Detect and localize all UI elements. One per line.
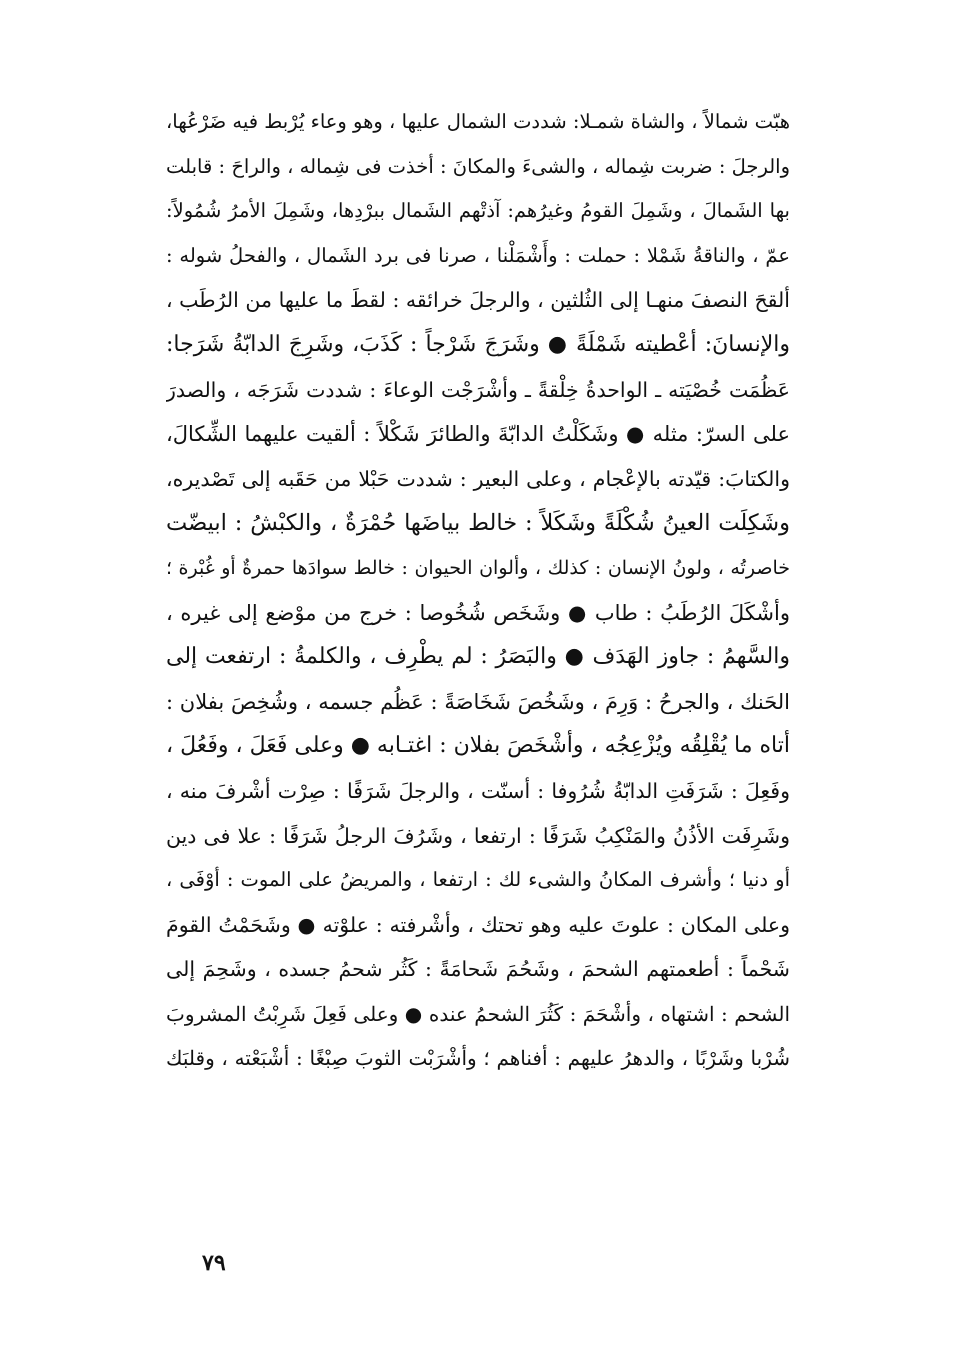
text-line: وأشْكَلَ الرُطَبُ : طاب ● وشَخَص شُخُوصا : خرج من موْضع إلى غيره ، bbox=[166, 600, 790, 625]
text-line: على السرّ: مثله ● وشَكَلْتُ الدابّةَ والطائرَ شَكْلاً : ألقيت عليهما الشِّكالَ، bbox=[166, 422, 790, 447]
body-text bbox=[166, 100, 790, 1081]
text-line: والرجلَ : ضربت شِماله ، والشىءَ والمكانَ : أخذت فى شِماله ، والراحَ : قابلت bbox=[166, 154, 790, 178]
text-line: أتاه ما يُقْلِقُه ويُزْعِجُه ، وأشْخَصَ بفلان : اغتـابه ● وعلى فَعَلَ ، وفَعُلَ ، bbox=[166, 733, 790, 759]
text-line: خاصرتُه ، ولونُ الإنسان : كذلك ، وألوان الحيوان : خالط سوادَها حمرةٌ أو غُبْرة ؛ bbox=[166, 556, 790, 579]
text-line: شُرْبا وشَرْبًا ، والدهرُ عليهم : أفناهم ؛ وأشْرَبْت الثوبَ صِبْغًا : أشْبَعْته ، وقلبَك bbox=[166, 1046, 790, 1071]
text-line: والسَّهمُ : جاوز الهَدَف ● والبَصَرُ : لم يطْرِف ، والكلمةُ : ارتفعت إلى bbox=[166, 644, 790, 670]
text-line: هبّت شمالاً ، والشاة شمـلا: شددت الشمال عليها ، وهو وعاء يُرْبط فيه ضَرْعُها، bbox=[166, 110, 790, 133]
text-line: وشَكِلَت العينُ شُكْلَةً وشَكَلاً : خالط بياضَها حُمْرَةٌ ، والكبْشُ : ابيضّت bbox=[166, 510, 790, 537]
text-line: والإنسانَ: أعْطيته شَمْلَةً ● وشَرَجَ شَرْجاً : كَذَبَ، وشَرِجَ الدابّةُ شَرَجا: bbox=[166, 331, 790, 357]
text-line: ألقحَ النصفَ منهـا إلى الثُلثين ، والرجلَ خرائقه : لقطَ ما عليها من الرُطَب ، bbox=[166, 288, 790, 313]
text-line: وفَعِلَ : شَرَفَتِ الدابّةُ شُرُوفا : أسنّت ، والرجلَ شَرَفًا : صِرْت أشْرفَ منه ، bbox=[166, 778, 790, 803]
text-line: بها الشَمالَ ، وشَمِلَ القومُ وغيرُهم: آذتْهم الشَمال ببرْدِها، وشَمِلَ الأمرُ شُمُولاً: bbox=[166, 199, 790, 223]
text-line: أو دنيا ؛ وأشرف المكانُ والشىء لك : ارتفعا ، والمريضُ على الموت : أوْفَى ، bbox=[166, 868, 790, 892]
text-line: وعلى المكان : علوتَ عليه وهو تحتك ، وأشْرفته : علوْته ● وشَحَمْتُ القومَ bbox=[166, 912, 790, 937]
text-line: والكتابَ: قيّدته بالإعْجام ، وعلى البعير : شددت حَبْلا من حَقَبه إلى تَصْديره، bbox=[166, 466, 790, 491]
text-line: شَحْماً : أطعمتهم الشحمَ ، وشَحُمَ شَحامَةً : كَثُر شحمُ جسده ، وشَحِمَ إلى bbox=[166, 957, 790, 982]
text-line: الحَنك ، والجرحُ : وَرِمَ ، وشَخُصَ شَخَاصَةً : عَظُم جسمه ، وشُخِصَ بفلان : bbox=[166, 689, 790, 714]
text-line: الشحم : اشتهاه ، وأشْحَمَ : كَثُرَ الشحمُ عنده ● وعلى فَعِلَ شَرِبْتُ المشروبَ bbox=[166, 1001, 790, 1026]
text-line: عمّ ، والناقةُ شَمْلا : حملت : وأَشْمَلْنا ، صرنا فى برد الشَمال ، والفحلُ شوله : bbox=[166, 243, 790, 267]
page-number: ٧٩ bbox=[202, 1250, 226, 1276]
text-line: وشَرِفَت الأذُنُ والمَنْكِبُ شَرَفًا : ارتفعا ، وشَرُفَ الرجلُ شَرَفًا : علا فى دين bbox=[166, 823, 790, 848]
text-line: عَظُمَت خُصْيَته ـ الواحدةُ خِلْقةً ـ وأشْرَجْت الوعاءَ : شددت شَرَجَه ، والصدرَ bbox=[166, 377, 790, 402]
